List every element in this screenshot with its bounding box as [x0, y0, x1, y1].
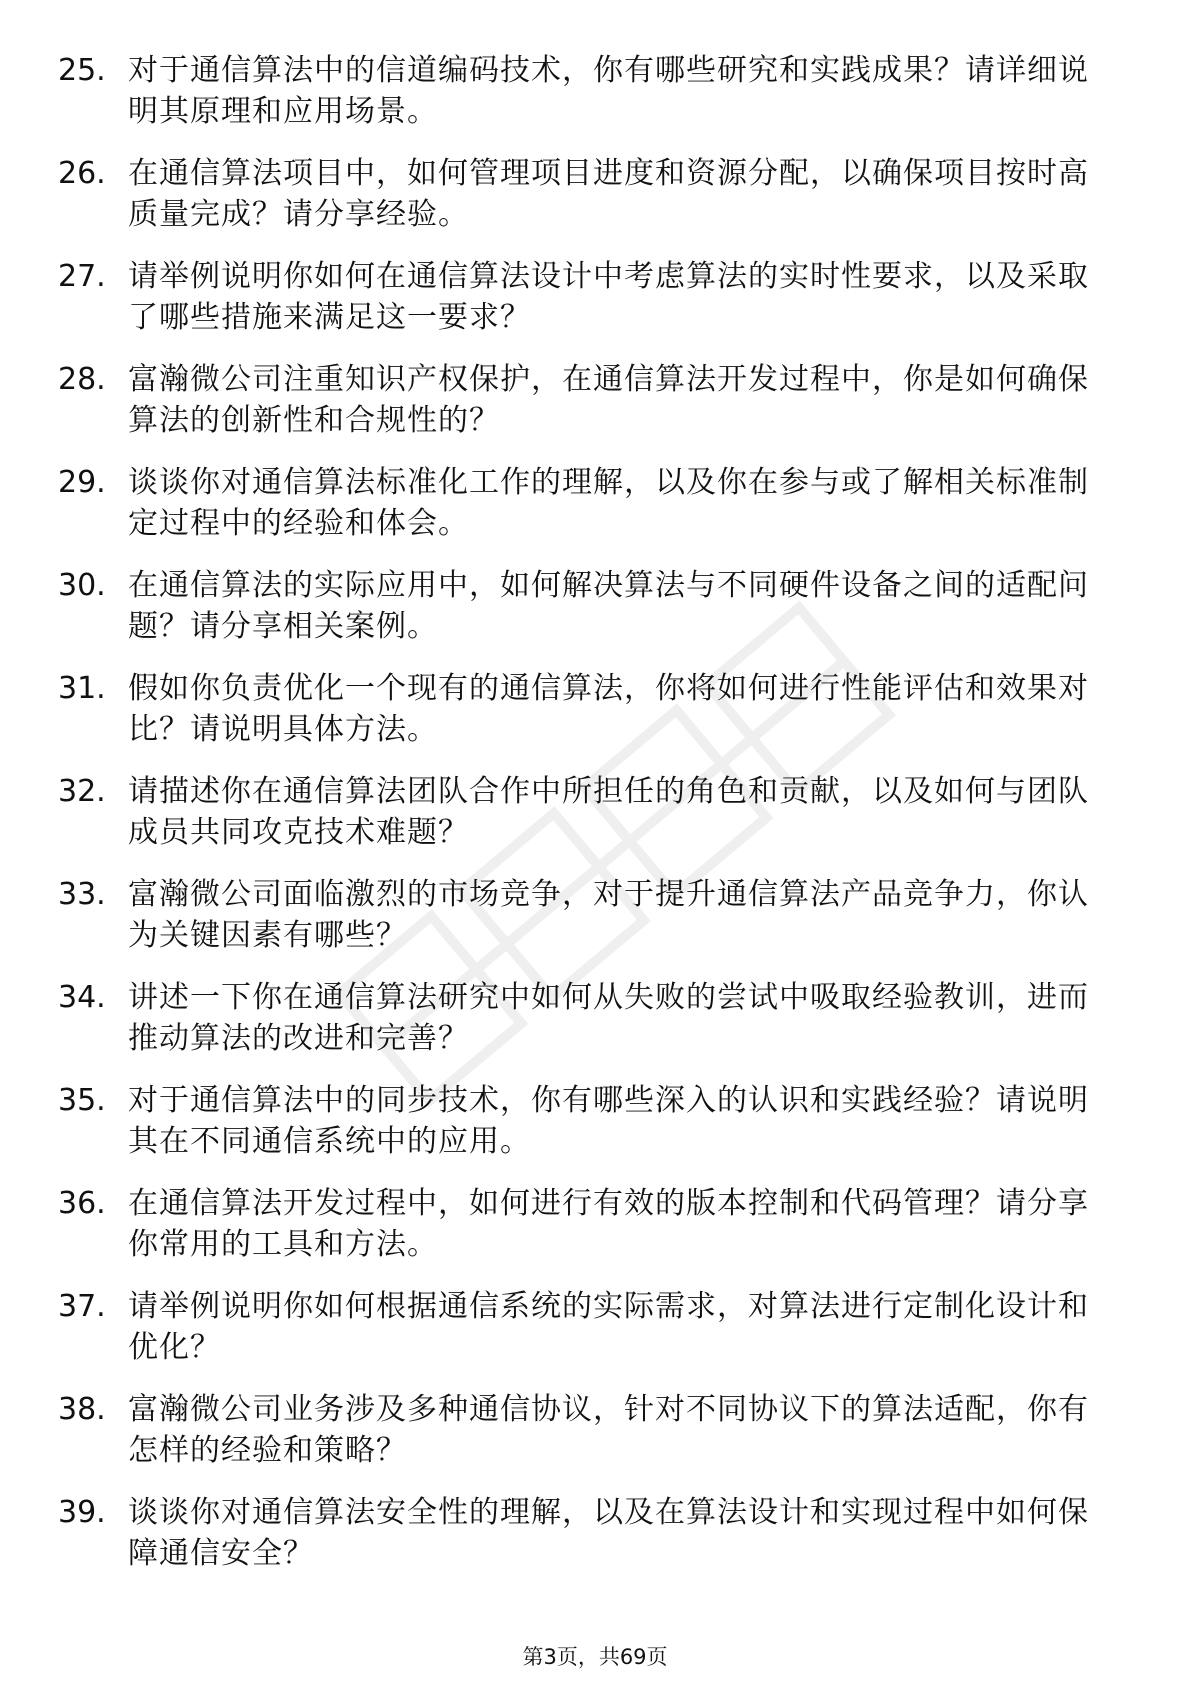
question-text: 在通信算法开发过程中，如何进行有效的版本控制和代码管理？请分享你常用的工具和方法。 [128, 1186, 1089, 1262]
question-number: 39. [58, 1495, 106, 1530]
question-item [58, 1080, 1118, 1161]
question-item [58, 771, 1118, 852]
question-text: 请举例说明你如何在通信算法设计中考虑算法的实时性要求，以及采取了哪些措施来满足这一要求？ [128, 259, 1089, 335]
question-number: 38. [58, 1392, 106, 1427]
question-number: 32. [58, 774, 106, 809]
question-number: 37. [58, 1289, 106, 1324]
question-item [58, 153, 1118, 234]
question-text: 假如你负责优化一个现有的通信算法，你将如何进行性能评估和效果对比？请说明具体方法。 [128, 671, 1089, 747]
question-text: 讲述一下你在通信算法研究中如何从失败的尝试中吸取经验教训，进而推动算法的改进和完善？ [128, 980, 1089, 1056]
question-number: 28. [58, 362, 106, 397]
question-item [58, 50, 1118, 131]
question-text: 富瀚微公司面临激烈的市场竞争，对于提升通信算法产品竞争力，你认为关键因素有哪些？ [128, 877, 1089, 953]
question-item [58, 565, 1118, 646]
question-number: 35. [58, 1083, 106, 1118]
question-text: 对于通信算法中的同步技术，你有哪些深入的认识和实践经验？请说明其在不同通信系统中的应用。 [128, 1083, 1089, 1159]
question-number: 34. [58, 980, 106, 1015]
question-item [58, 1183, 1118, 1264]
question-item [58, 668, 1118, 749]
question-text: 富瀚微公司业务涉及多种通信协议，针对不同协议下的算法适配，你有怎样的经验和策略？ [128, 1392, 1089, 1468]
question-number: 27. [58, 259, 106, 294]
question-number: 29. [58, 465, 106, 500]
question-item [58, 1286, 1118, 1367]
question-item [58, 1389, 1118, 1470]
question-number: 31. [58, 671, 106, 706]
question-item [58, 977, 1118, 1058]
question-item [58, 1492, 1118, 1573]
question-item [58, 874, 1118, 955]
question-text: 富瀚微公司注重知识产权保护，在通信算法开发过程中，你是如何确保算法的创新性和合规性的？ [128, 362, 1089, 438]
question-text: 请描述你在通信算法团队合作中所担任的角色和贡献，以及如何与团队成员共同攻克技术难题？ [128, 774, 1089, 850]
page-number-label: 第3页，共69页 [522, 1645, 668, 1669]
question-number: 30. [58, 568, 106, 603]
question-number: 26. [58, 156, 106, 191]
question-item [58, 359, 1118, 440]
question-text: 请举例说明你如何根据通信系统的实际需求，对算法进行定制化设计和优化？ [128, 1289, 1089, 1365]
question-text: 对于通信算法中的信道编码技术，你有哪些研究和实践成果？请详细说明其原理和应用场景。 [128, 53, 1089, 129]
question-text: 在通信算法的实际应用中，如何解决算法与不同硬件设备之间的适配问题？请分享相关案例。 [128, 568, 1089, 644]
question-text: 谈谈你对通信算法标准化工作的理解，以及你在参与或了解相关标准制定过程中的经验和体会。 [128, 465, 1089, 541]
question-number: 33. [58, 877, 106, 912]
page-footer [0, 1643, 1190, 1671]
question-item [58, 256, 1118, 337]
question-number: 25. [58, 53, 106, 88]
question-number: 36. [58, 1186, 106, 1221]
question-text: 在通信算法项目中，如何管理项目进度和资源分配，以确保项目按时高质量完成？请分享经验。 [128, 156, 1089, 232]
question-text: 谈谈你对通信算法安全性的理解，以及在算法设计和实现过程中如何保障通信安全？ [128, 1495, 1089, 1571]
question-list [58, 50, 1118, 1595]
question-item [58, 462, 1118, 543]
